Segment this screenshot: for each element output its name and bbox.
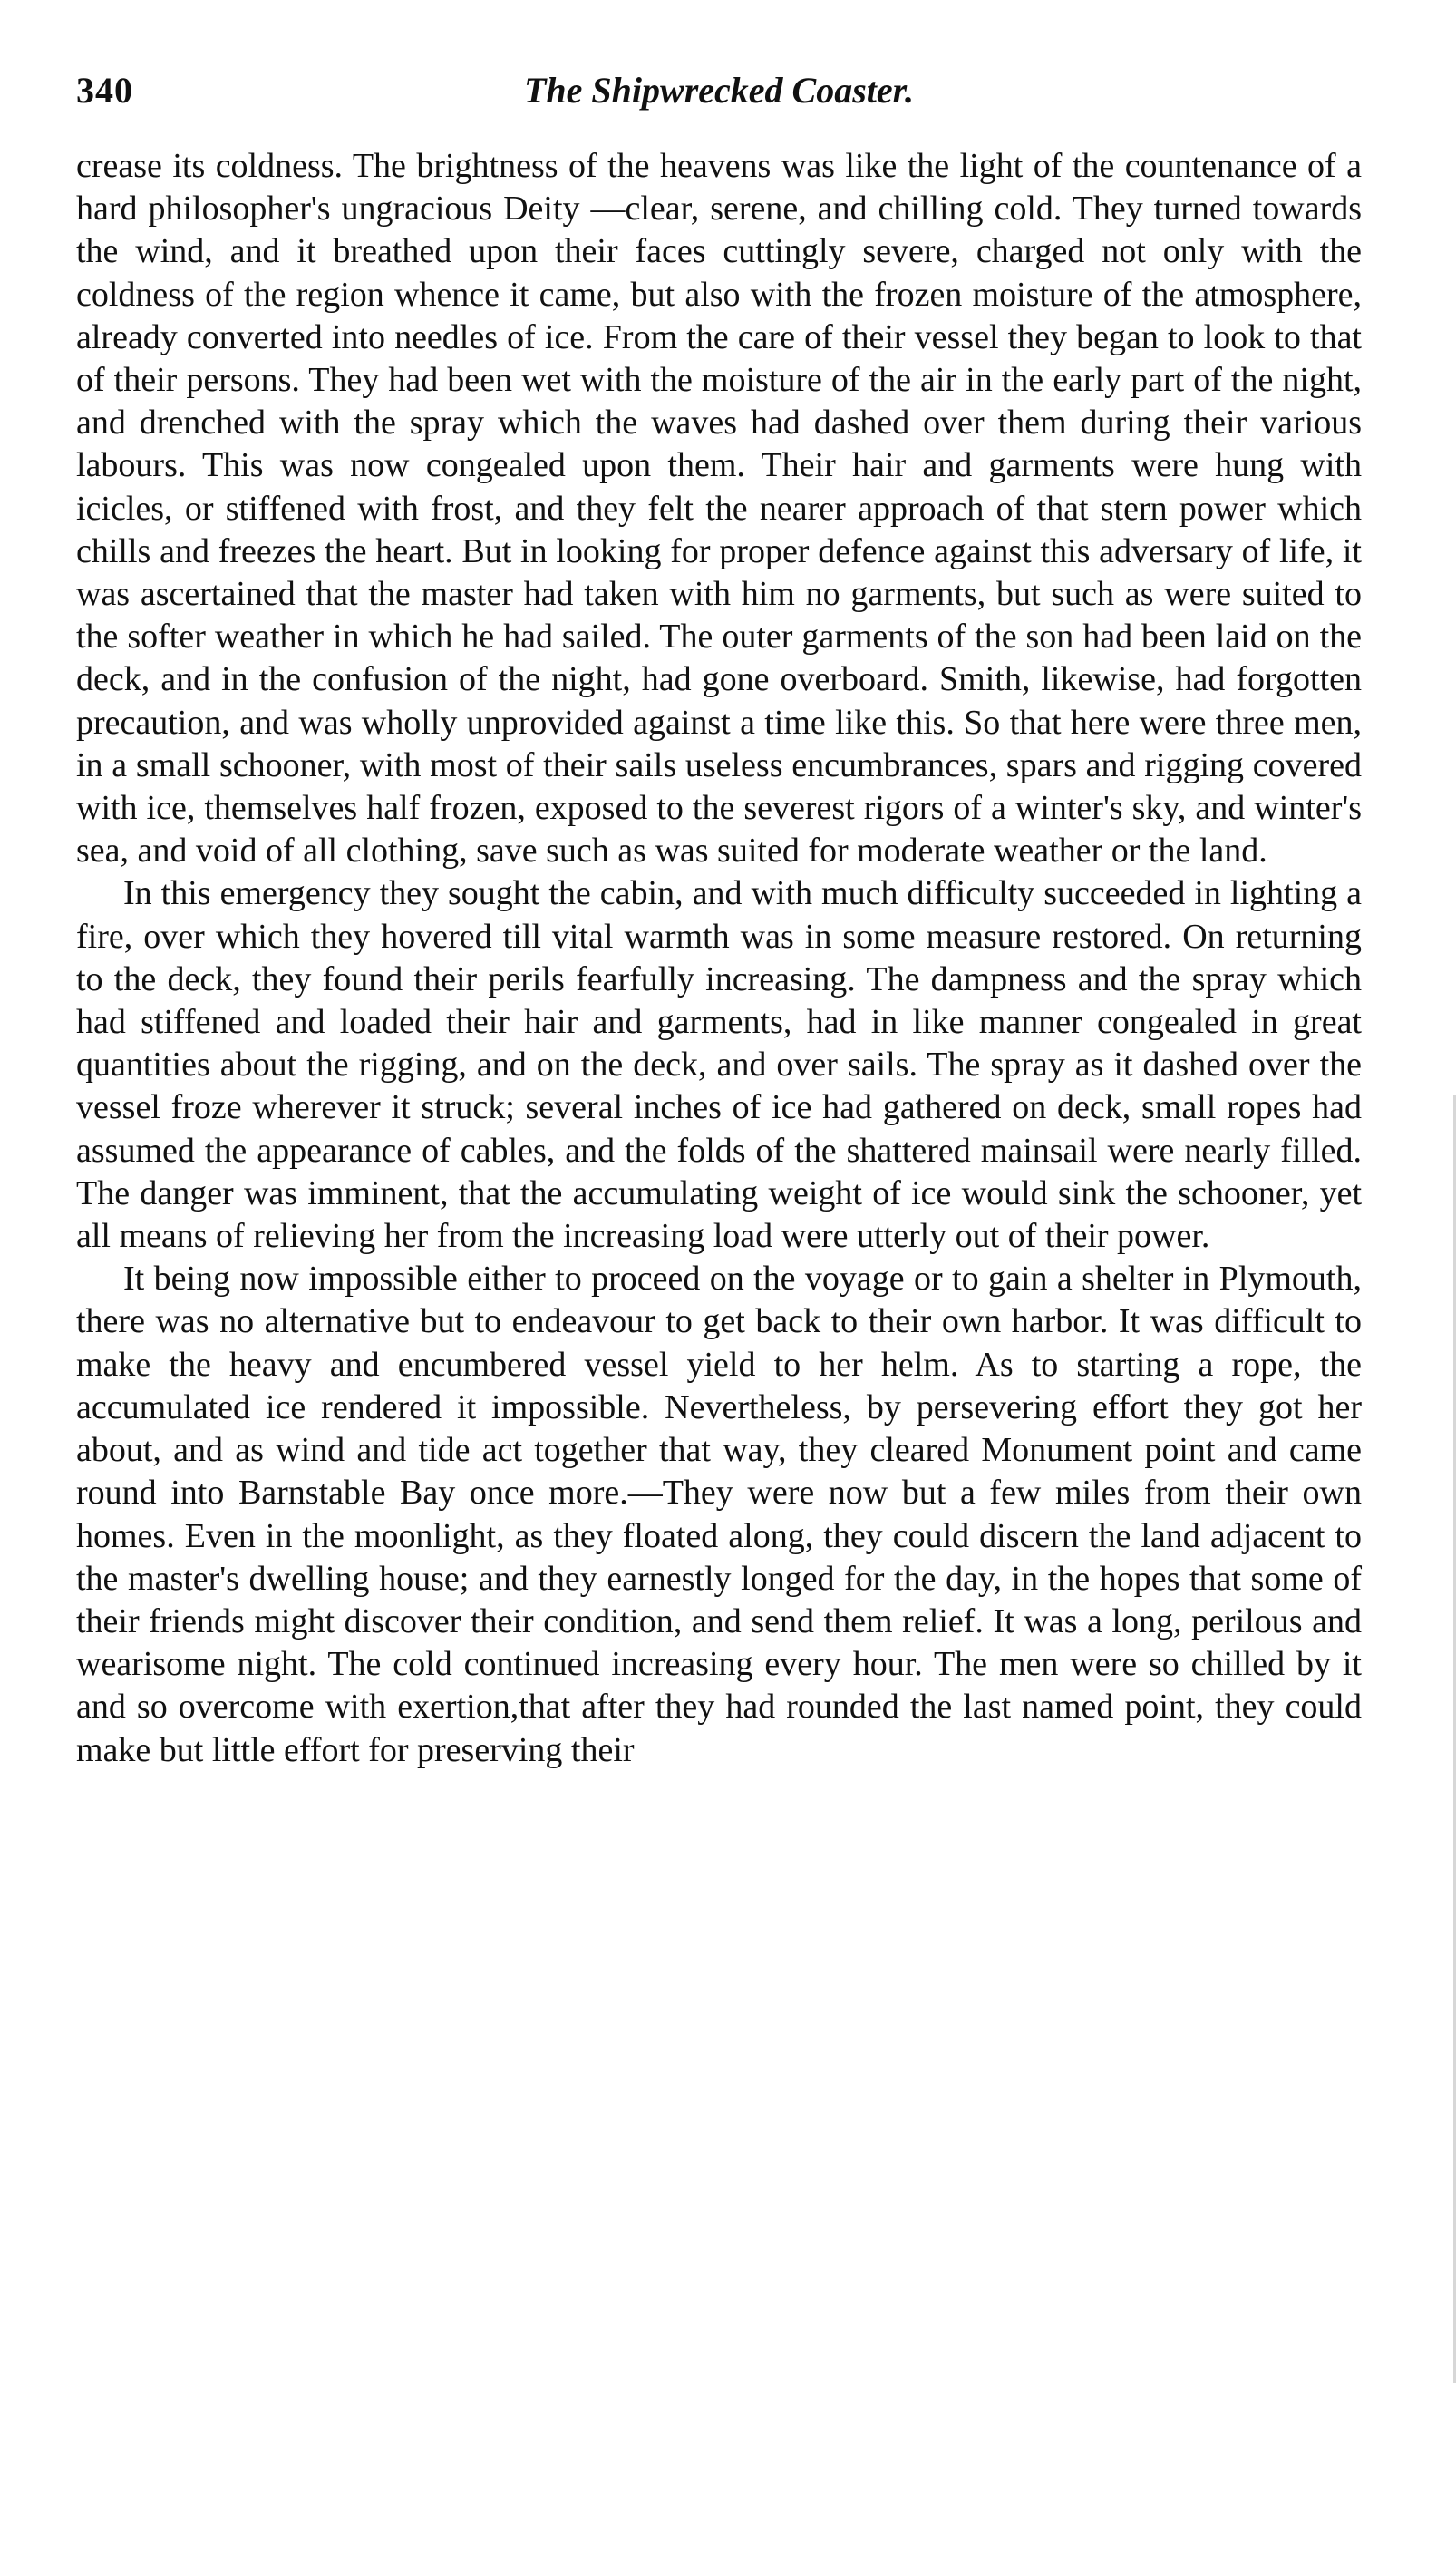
body-text	[76, 145, 1362, 1772]
page-number: 340	[76, 70, 133, 111]
paragraph-3: It being now impossible either to proceed on the voyage or to gain a shelter in Plymouth, there was no alternative but to endeavour to get back to their own harbor. It was difficult to make the heavy and encumbered vessel yield to her helm. As to starting a rope, the accumulated ice rendered it impossible. Nevertheless, by persevering effort they got her about, and as wind and tide act together that way, they cleared Monument point and came round into Barnstable Bay once more.—They were now but a few miles from their own homes. Even in the moonlight, as they floated along, they could discern the land adjacent to the master's dwelling house; and they earnestly longed for the day, in the hopes that some of their friends might discover their condition, and send them relief. It was a long, perilous and wearisome night. The cold continued increasing every hour. The men were so chilled by it and so overcome with exertion,that after they had rounded the last named point, they could make but little effort for preserving their	[76, 1260, 1362, 1769]
paragraph-1: crease its coldness. The brightness of the heavens was like the light of the countenance of a hard philosopher's ungracious Deity —clear, serene, and chilling cold. They turned towards the wind, and it breathed upon their faces cuttingly severe, charged not only with the coldness of the region whence it came, but also with the frozen moisture of the atmosphere, already converted into needles of ice. From the care of their vessel they began to look to that of their persons. They had been wet with the moisture of the air in the early part of the night, and drenched with the spray which the waves had dashed over them during their various labours. This was now congealed upon them. Their hair and garments were hung with icicles, or stiffened with frost, and they felt the nearer approach of that stern power which chills and freezes the heart. But in looking for proper defence against this adversary of life, it was ascertained that the master had taken with him no garments, but such as were suited to the softer weather in which he had sailed. The outer garments of the son had been laid on the deck, and in the confusion of the night, had gone overboard. Smith, likewise, had forgotten precaution, and was wholly unprovided against a time like this. So that here were three men, in a small schooner, with most of their sails useless encumbrances, spars and rigging covered with ice, themselves half frozen, exposed to the severest rigors of a winter's sky, and winter's sea, and void of all clothing, save such as was suited for moderate weather or the land.	[76, 147, 1362, 871]
book-page	[76, 69, 1362, 1772]
paragraph-2: In this emergency they sought the cabin, and with much difficulty succeeded in lighting a fire, over which they hovered till vital warmth was in some measure restored. On returning to the deck, they found their perils fearfully increasing. The dampness and the spray which had stiffened and loaded their hair and garments, had in like manner congealed in great quantities about the rigging, and on the deck, and over sails. The spray as it dashed over the vessel froze wherever it struck; several inches of ice had gathered on deck, small ropes had assumed the appearance of cables, and the folds of the shattered mainsail were nearly filled. The danger was imminent, that the accumulating weight of ice would sink the schooner, yet all means of relieving her from the increasing load were utterly out of their power.	[76, 874, 1362, 1256]
running-title: The Shipwrecked Coaster.	[523, 70, 915, 111]
page-header	[76, 69, 1362, 123]
